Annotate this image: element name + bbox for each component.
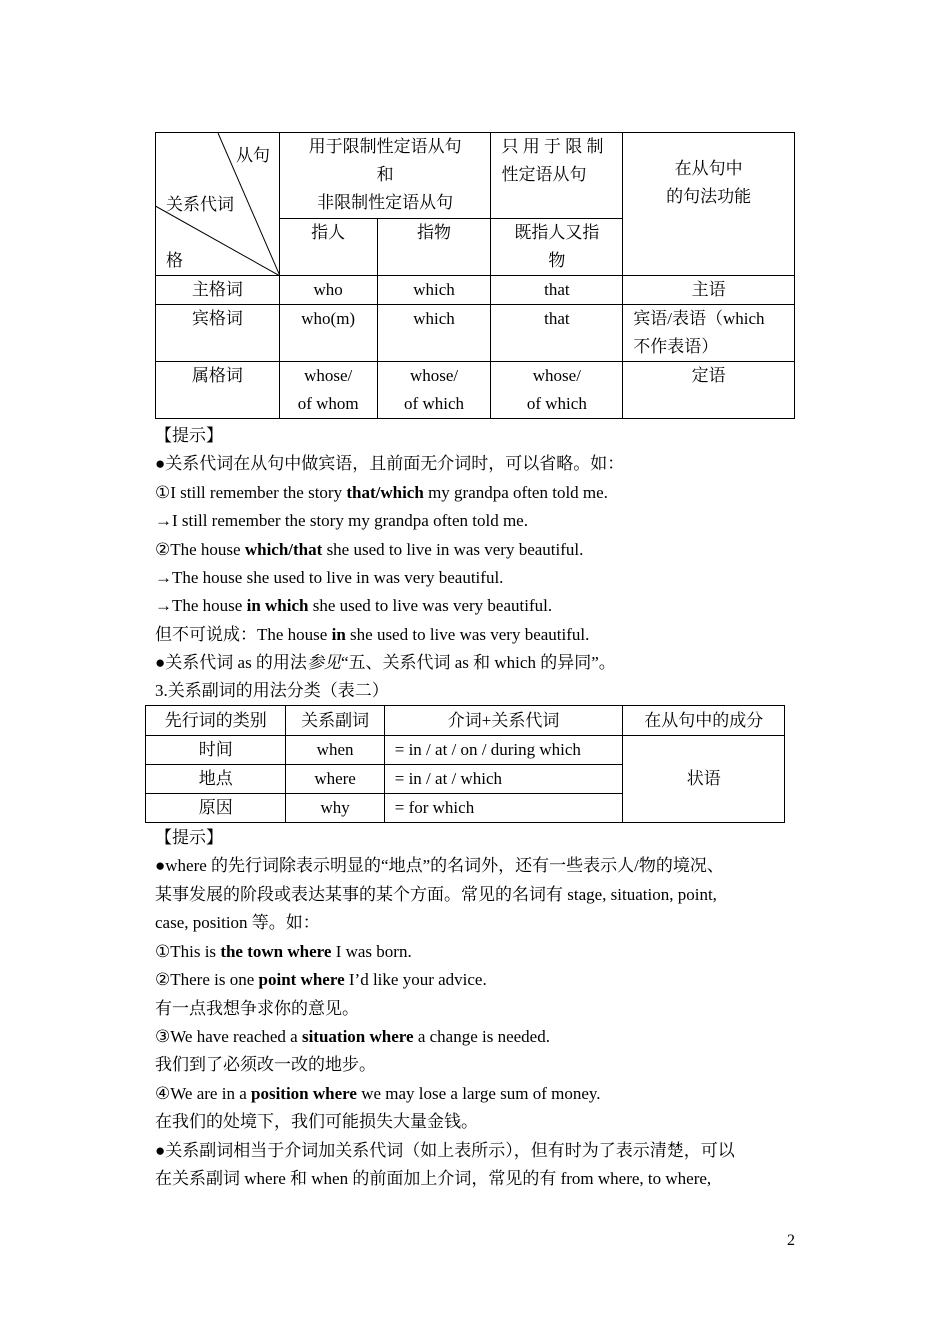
table-row (156, 276, 795, 305)
cell-line: of whom (297, 394, 359, 413)
row-label: 宾格词 (156, 305, 280, 362)
cell-category: 地点 (146, 765, 286, 794)
corner-header-cell (156, 133, 280, 276)
cell-equivalent: = for which (384, 794, 623, 823)
cell-line: whose/ (532, 366, 581, 385)
cell-both: that (491, 305, 623, 362)
sub-header-person: 指人 (279, 219, 377, 276)
cell-function: 主语 (623, 276, 795, 305)
cell-person: who(m) (279, 305, 377, 362)
example-line (155, 592, 552, 620)
cell-equivalent: = in / at / which (384, 765, 623, 794)
translation-line: 在我们的处境下，我们可能损失大量金钱。 (155, 1112, 478, 1131)
cell-thing (377, 362, 491, 419)
cell-adverb: why (286, 794, 384, 823)
example-line (155, 966, 487, 994)
example-line (155, 1023, 550, 1051)
cell-equivalent: = in / at / on / during which (384, 736, 623, 765)
cell-function: 定语 (623, 362, 795, 419)
table-row (156, 305, 795, 362)
bold-text: in (331, 625, 346, 644)
header-cell: 关系副词 (286, 706, 384, 736)
bold-text: the town where (220, 942, 332, 961)
bold-text: in which (246, 596, 309, 615)
header-cell: 介词+关系代词 (384, 706, 623, 736)
cell-adverb: when (286, 736, 384, 765)
header-line: 和 (376, 165, 394, 184)
text: she used to live was very beautiful. (308, 596, 553, 615)
note-line: case, position 等。如： (155, 913, 320, 932)
section-heading: 3.关系副词的用法分类（表二） (155, 681, 389, 700)
restrictive-only-header (491, 133, 623, 219)
header-line: 的句法功能 (666, 187, 752, 206)
header-line: 非限制性定语从句 (317, 193, 454, 212)
corner-case-label: 格 (166, 251, 183, 270)
cell-merged-function: 状语 (623, 736, 785, 823)
function-line: 不作表语） (633, 337, 719, 356)
header-line: 用于限制性定语从句 (308, 137, 462, 156)
function-header (623, 133, 795, 276)
text: ①I still remember the story (155, 483, 347, 502)
sub-header-thing: 指物 (377, 219, 491, 276)
example-line (155, 536, 583, 564)
relative-adverb-table (145, 705, 785, 823)
text: I’d like your advice. (344, 970, 487, 989)
sub-header-line: 物 (548, 251, 566, 270)
restrictive-nonrestrictive-header (279, 133, 491, 219)
cell-thing: which (377, 276, 491, 305)
bold-text: situation where (301, 1027, 414, 1046)
table-row (146, 736, 785, 765)
note-line: ●关系副词相当于介词加关系代词（如上表所示），但有时为了表示清楚，可以 (155, 1141, 735, 1160)
translation-line: 我们到了必须改一改的地步。 (155, 1055, 376, 1074)
note-line: ●关系代词在从句中做宾语，且前面无介词时，可以省略。如： (155, 454, 625, 473)
text: ④We are in a (155, 1084, 251, 1103)
cell-adverb: where (286, 765, 384, 794)
bold-text: position where (251, 1084, 357, 1103)
example-line (155, 1080, 601, 1108)
tip-heading: 【提示】 (155, 828, 223, 847)
note-line (155, 649, 616, 677)
text: we may lose a large sum of money. (356, 1084, 601, 1103)
italic-text: 参见 (306, 653, 341, 672)
corner-pronoun-label: 关系代词 (166, 195, 234, 214)
example-line (155, 479, 608, 507)
translation-line: 有一点我想争求你的意见。 (155, 999, 359, 1018)
cell-line: whose/ (409, 366, 459, 385)
header-line: 性定语从句 (501, 165, 587, 184)
text: 但不可说成：The house (155, 625, 332, 644)
note-line: 某事发展的阶段或表达某事的某个方面。常见的名词有 stage, situation, point, (155, 885, 717, 904)
cell-category: 时间 (146, 736, 286, 765)
note-line: 在关系副词 where 和 when 的前面加上介词，常见的有 from where, to where, (155, 1169, 712, 1188)
cell-function (623, 305, 795, 362)
text: ③We have reached a (155, 1027, 302, 1046)
page-number: 2 (787, 1232, 795, 1249)
header-cell: 先行词的类别 (146, 706, 286, 736)
header-line: 在从句中 (674, 159, 743, 178)
cell-person (279, 362, 377, 419)
text: she used to live in was very beautiful. (322, 540, 584, 559)
function-line: 宾语/表语（which (633, 309, 765, 328)
text: a change is needed. (413, 1027, 550, 1046)
cell-line: of which (526, 394, 587, 413)
cell-line: whose/ (304, 366, 353, 385)
cell-person: who (279, 276, 377, 305)
relative-pronoun-table (155, 132, 795, 419)
text: →The house (155, 596, 247, 615)
bold-text: which/that (244, 540, 323, 559)
tip-heading: 【提示】 (155, 426, 223, 445)
text: ①This is (155, 942, 221, 961)
row-label: 属格词 (156, 362, 280, 419)
example-line (155, 938, 412, 966)
cell-line: of which (404, 394, 465, 413)
example-line: →The house she used to live in was very beautiful. (155, 568, 504, 587)
text: I was born. (331, 942, 412, 961)
text: my grandpa often told me. (423, 483, 608, 502)
example-line: →I still remember the story my grandpa often told me. (155, 511, 528, 530)
sub-header-line: 既指人又指 (514, 223, 600, 242)
sub-header-both (491, 219, 623, 276)
cell-category: 原因 (146, 794, 286, 823)
corner-clause-label: 从句 (236, 146, 270, 165)
bold-text: that/which (346, 483, 424, 502)
bold-text: point where (258, 970, 345, 989)
text: ②The house (155, 540, 245, 559)
table-row (156, 362, 795, 419)
header-cell: 在从句中的成分 (623, 706, 785, 736)
note-line: ●where 的先行词除表示明显的“地点”的名词外，还有一些表示人/物的境况、 (155, 856, 724, 875)
text: ②There is one (155, 970, 259, 989)
cell-both (491, 362, 623, 419)
cell-thing: which (377, 305, 491, 362)
text: she used to live was very beautiful. (345, 625, 590, 644)
header-line: 只 用 于 限 制 (501, 137, 604, 156)
text: “五、关系代词 as 和 which 的异同”。 (340, 653, 616, 672)
cell-both: that (491, 276, 623, 305)
row-label: 主格词 (156, 276, 280, 305)
example-line (155, 621, 589, 649)
text: ●关系代词 as 的用法 (155, 653, 307, 672)
